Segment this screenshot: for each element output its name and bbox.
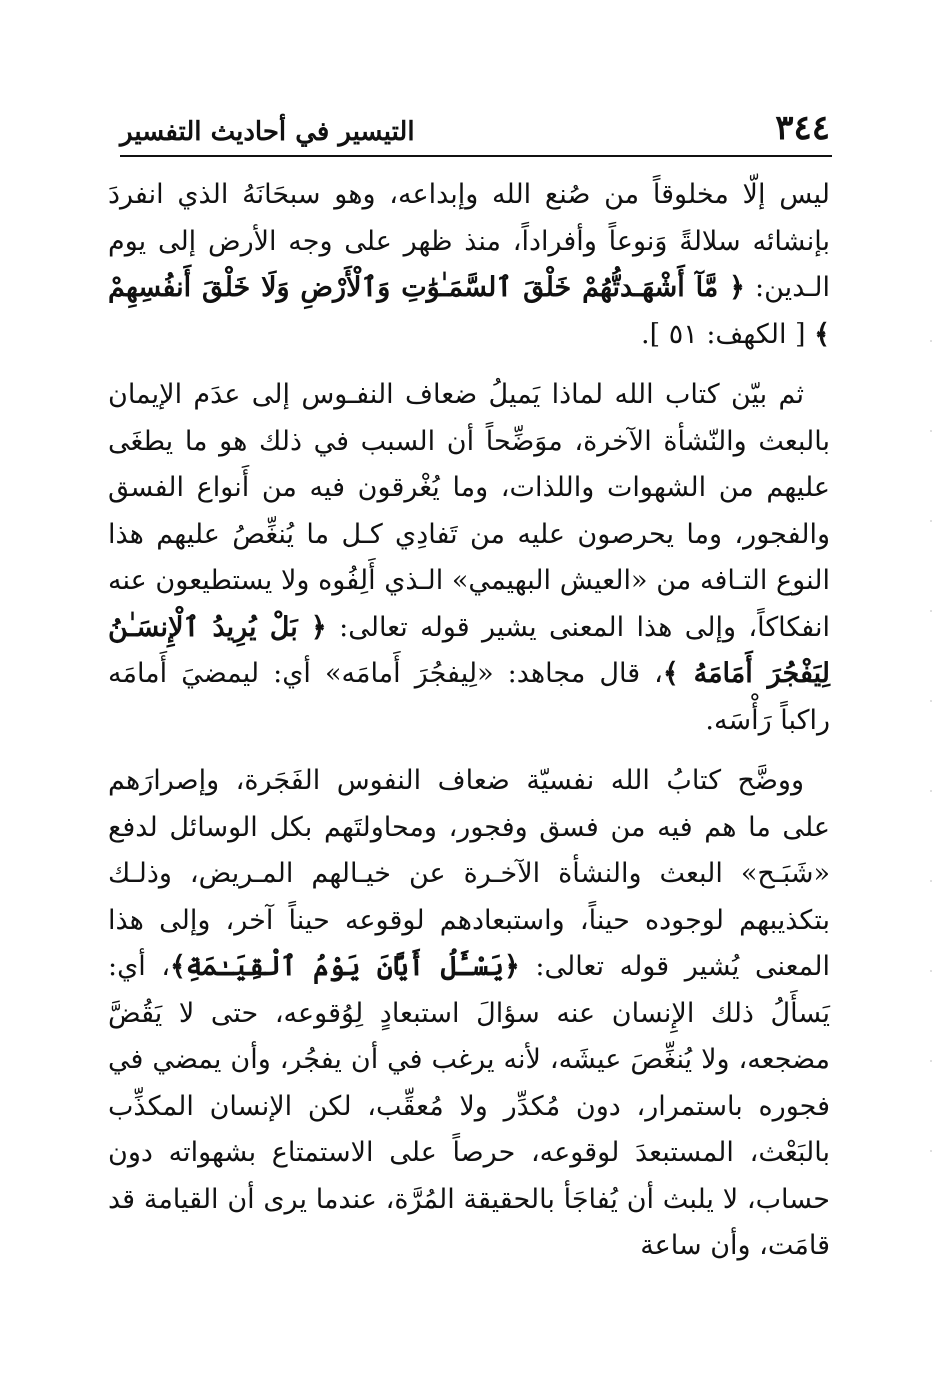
paragraph-text: ووضَّح كتابُ الله نفسيّة ضعاف النفوس الفَجَرة، وإصرارَهم على ما هم فيه من فسق وفجور، ومحاولتَهم بكل الوسائل لدفع «شَبَـح» البعث والنشأة الآخـرة عن خيـالهم المـريض، وذلـك بتكذيبهم لوجوده حيناً، واستبعادهم لوقوعه حيناً آخر، وإلى هذا المعنى يُشير قوله تعالى: [108, 765, 830, 982]
header-divider [120, 155, 832, 157]
quran-verse: ﴿ مَّآ أَشْهَـدتُّهُمْ خَلْقَ ٱلسَّمَـٰوَٰتِ وَٱلْأَرْضِ وَلَا خَلْقَ أَنفُسِهِمْ ﴾ [108, 272, 830, 350]
paragraph-text: ثم بيّن كتاب الله لماذا يَميلُ ضعاف النفـوس إلى عدَم الإيمان بالبعث والنّشأة الآخرة، موَضِّحاً أن السبب في ذلك هو ما يطغَى عليهم من الشهوات واللذات، وما يُغْرقون فيه من أَنواع الفسق والفجور، وما يحرصون عليه من تَفادِي كـل ما يُنغِّصُ عليهم هذا النوع التـافه من «العيش البهيمي» الـذي أَلِفُوه ولا يستطيعون عنه انفكاكاً، وإلى هذا المعنى يشير قوله تعالى: [108, 379, 830, 643]
running-title: التيسير في أحاديث التفسير [120, 117, 415, 147]
page-number: ٣٤٤ [775, 108, 830, 148]
paragraph-text-continued: ، قال مجاهد: «لِيفجُرَ أَمامَه» أي: ليمضيَ أَمامَه راكباً رَأْسَه. [108, 658, 830, 736]
quran-verse: ﴿يَسْـَٔلُ أَيَّانَ يَوْمُ ٱلْقِيَـٰمَةِ﴾ [170, 951, 520, 982]
paragraph-text: ليس إلّا مخلوقاً من صُنع الله وإبداعه، وهو سبحَانَهُ الذي انفردَ بإنشائه سلالةً وَنوعاً وأفراداً، منذ ظهر على وجه الأرض إلى يوم الـدين: [108, 179, 831, 303]
quran-verse: ﴿ بَلْ يُرِيدُ ٱلْإِنسَـٰنُ لِيَفْجُرَ أَمَامَهُ ﴾ [108, 611, 830, 689]
paragraph-3 [108, 758, 830, 1270]
paragraph-text-continued: ، أي: يَسأَلُ ذلك الإِنسان عنه سؤالَ استبعادٍ لِوُقوعه، حتى لا يَقُضَّ مضجعه، ولا يُنغِّصَ عيشَه، لأنه يرغب في أن يفجُر، وأن يمضي في فجوره باستمرار، دون مُكدِّر ولا مُعقِّب، لكن الإنسان المكذِّب بالبَعْث، المستبعدَ لوقوعه، حرصاً على الاستمتاع بشهواته دون حساب، لا يلبث أن يُفاجَأ بالحقيقة المُرَّة، عندما يرى أن القيامة قد قامَت، وأن ساعة [108, 951, 831, 1261]
paragraph-2 [108, 372, 830, 744]
verse-reference: [ الكهف: ٥١ ]. [641, 318, 815, 350]
page-header [120, 108, 830, 156]
body-text [108, 172, 830, 1270]
paragraph-1 [108, 172, 830, 358]
scan-artifact [930, 300, 932, 1200]
